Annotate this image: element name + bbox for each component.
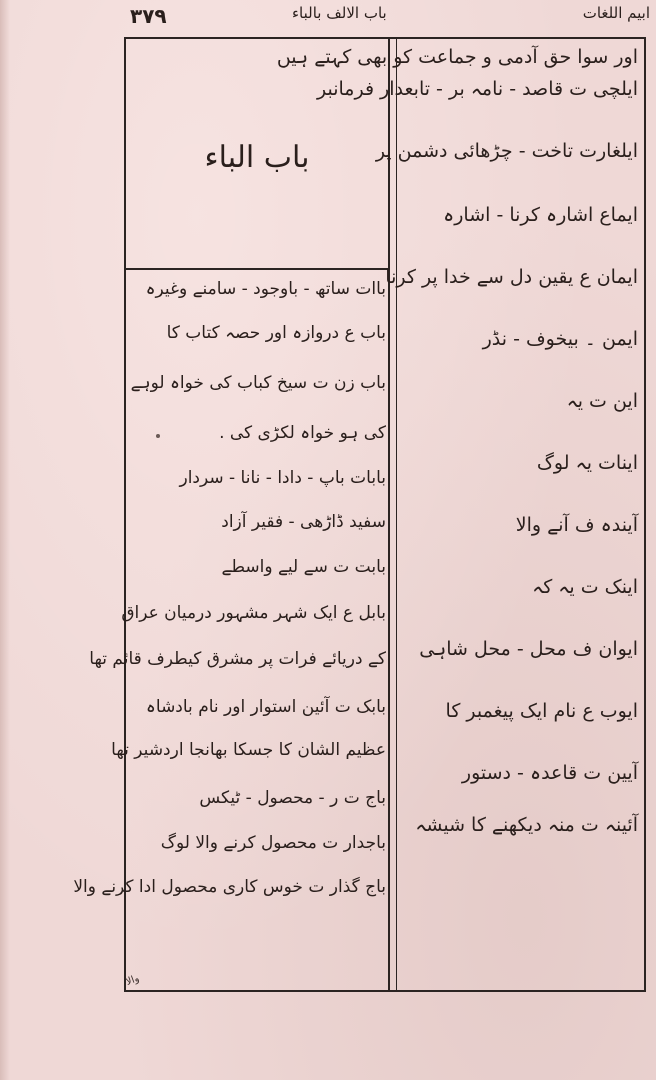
page-edge-shadow — [0, 0, 10, 1080]
entry-line: اینات یہ لوگ — [536, 452, 638, 474]
entry-line: بابل ع ایک شہر مشہور درمیان عراق — [121, 603, 386, 623]
column-divider — [388, 37, 390, 992]
frame-left-rule — [124, 37, 126, 992]
entry-line: ایمان ع یقین دل سے خدا پر کرنا — [385, 266, 638, 288]
entry-line: کے دریائے فرات پر مشرق کیطرف قائم تھا — [89, 649, 386, 669]
entry-line: اینک ت یہ کہ — [532, 576, 638, 598]
ink-speck — [156, 434, 160, 438]
entry-line: آیین ت قاعدہ - دستور — [461, 762, 638, 784]
section-heading: باب الالف بالباء — [292, 4, 387, 22]
entry-line: ایوب ع نام ایک پیغمبر کا — [445, 700, 638, 722]
entry-line: ایوان ف محل - محل شاہی — [419, 638, 638, 660]
frame-top-rule — [124, 37, 646, 39]
entry-line: باات ساتھ - باوجود - سامنے وغیرہ — [145, 279, 386, 299]
entry-line: آئینہ ت منہ دیکھنے کا شیشہ — [415, 814, 638, 836]
entry-line: آیندہ ف آنے والا — [515, 514, 638, 536]
title-box-rule — [124, 268, 390, 270]
entry-line: باجدار ت محصول کرنے والا لوگ — [160, 833, 386, 853]
chapter-title: باب الباء — [204, 140, 310, 175]
entry-line: باب زن ت سیخ کباب کی خواہ لوہے — [130, 373, 386, 393]
entry-line: کی ہو خواہ لکڑی کی . — [219, 423, 386, 443]
entry-line: ایمن ۔ بیخوف - نڈر — [482, 328, 638, 350]
entry-line: سفید ڈاڑھی - فقیر آزاد — [221, 512, 386, 532]
frame-bottom-rule — [124, 990, 646, 992]
entry-line: این ت یہ — [566, 390, 638, 412]
entry-line: بابت ت سے لیے واسطے — [221, 557, 386, 577]
entry-line: بابات باپ - دادا - نانا - سردار — [179, 468, 386, 488]
entry-line: باج گذار ت خوس کاری محصول ادا کرنے والا — [73, 877, 386, 897]
page-number: ۳۷۹ — [130, 4, 167, 28]
left-column — [73, 272, 386, 987]
entry-line: بابک ت آئین استوار اور نام بادشاہ — [145, 697, 386, 717]
entry-line: باب ع دروازہ اور حصہ کتاب کا — [166, 323, 386, 343]
frame-right-rule — [644, 37, 646, 992]
entry-line: ایماع اشارہ کرنا - اشارہ — [443, 204, 638, 226]
entry-line: عظیم الشان کا جسکا بھانجا اردشیر تھا — [111, 740, 386, 760]
margin-note: والا — [124, 973, 141, 988]
entry-line: باج ت ر - محصول - ٹیکس — [199, 788, 386, 808]
entry-line: ایلغارت تاخت - چڑھائی دشمن پر — [375, 140, 638, 162]
entry-line: ایلچی ت قاصد - نامہ بر - تابعدار فرمانبر — [316, 78, 638, 100]
column-divider-thin — [396, 37, 397, 992]
book-title: ابیم اللغات — [582, 4, 650, 22]
entry-line: اور سوا حق آدمی و جماعت کو بھی کہتے ہیں — [276, 46, 638, 68]
